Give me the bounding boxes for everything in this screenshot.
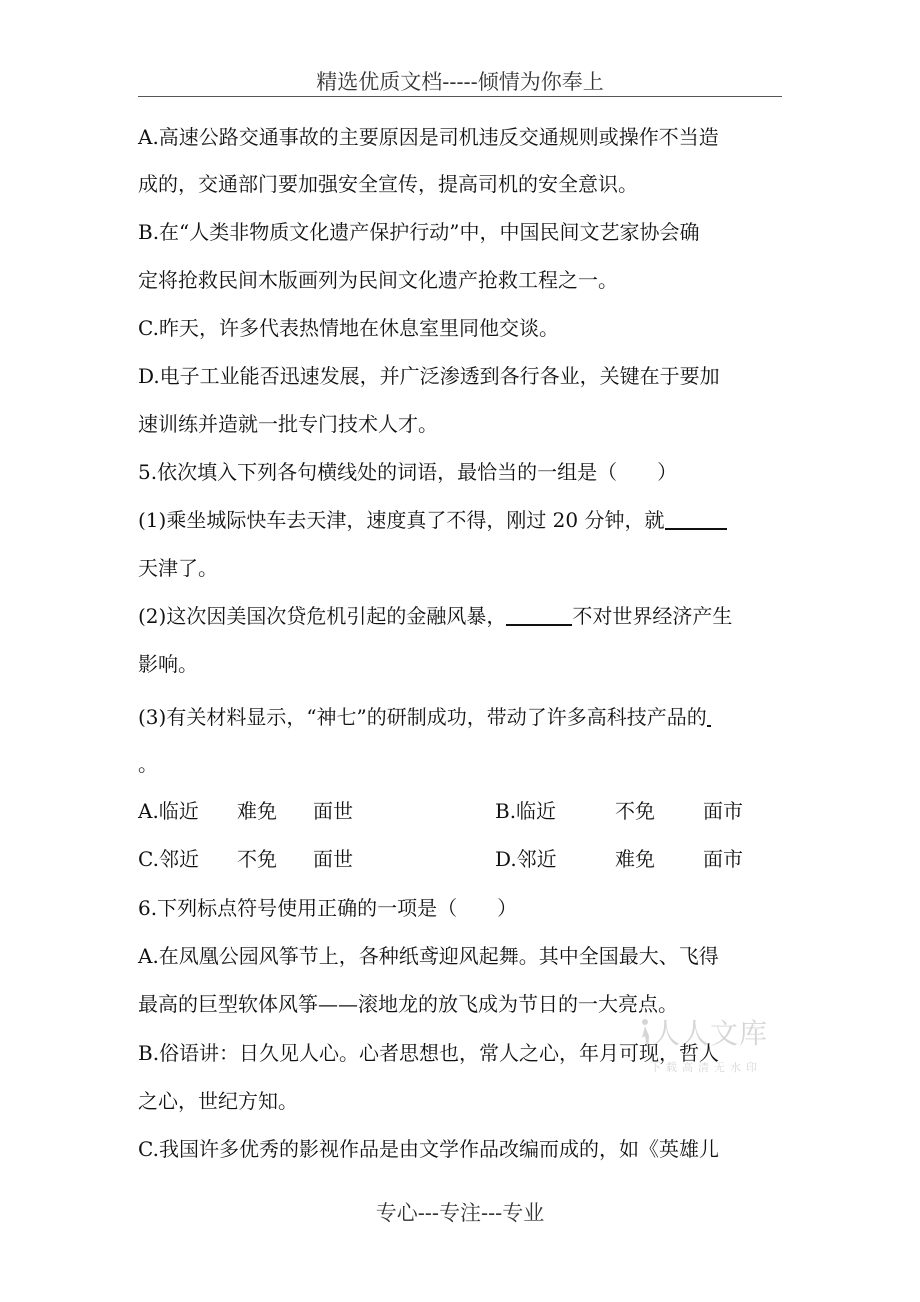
watermark-person-icon: [640, 1018, 650, 1052]
q5-sentence-2: [138, 604, 732, 628]
q4-option-a-line1: A.高速公路交通事故的主要原因是司机违反交通规则或操作不当造: [138, 125, 719, 149]
q5-blank-3: [707, 705, 711, 727]
q6-option-a-line1: A.在凤凰公园风筝节上，各种纸鸢迎风起舞。其中全国最大、飞得: [138, 944, 719, 968]
q5-option-b-label: B.临近: [495, 799, 557, 823]
q6-option-c-line1: C.我国许多优秀的影视作品是由文学作品改编而成的，如《英雄儿: [138, 1137, 719, 1161]
q5-sentence-1-text: (1)乘坐城际快车去天津，速度真了不得，刚过 20 分钟，就: [138, 508, 665, 532]
q6-option-b-line2: 之心，世纪方知。: [138, 1089, 298, 1113]
q4-option-a-line2: 成的，交通部门要加强安全宣传，提高司机的安全意识。: [138, 172, 638, 196]
q6-option-b-line1: B.俗语讲：日久见人心。心者思想也，常人之心，年月可现，哲人: [138, 1041, 720, 1065]
q5-sentence-2-suffix: 不对世界经济产生: [572, 604, 733, 628]
q5-option-d-label: D.邻近: [495, 847, 557, 871]
q5-sentence-2-cont: 影响。: [138, 652, 198, 676]
q4-option-d-line1: D.电子工业能否迅速发展，并广泛渗透到各行各业，关键在于要加: [138, 364, 720, 388]
q4-option-c: C.昨天，许多代表热情地在休息室里同他交谈。: [138, 316, 559, 340]
q4-option-b-line2: 定将抢救民间木版画列为民间文化遗产抢救工程之一。: [138, 268, 618, 292]
q5-blank-1: [665, 508, 727, 530]
watermark-subtitle: 下载高清无水印: [650, 1061, 762, 1074]
q5-option-b-word2: 不免: [615, 799, 655, 823]
page-header: 精选优质文档-----倾情为你奉上: [316, 70, 604, 94]
header-divider: [138, 96, 782, 97]
q6-option-a-line2: 最高的巨型软体风筝——滚地龙的放飞成为节日的一大亮点。: [138, 992, 678, 1016]
q5-blank-2: [506, 604, 572, 626]
q5-option-a-word2: 难免: [237, 799, 277, 823]
q5-option-d-word3: 面市: [703, 847, 743, 871]
q5-option-a-label: A.临近: [138, 799, 199, 823]
page-footer: 专心---专注---专业: [375, 1201, 545, 1225]
q5-option-a-word3: 面世: [313, 799, 353, 823]
q5-option-c-word3: 面世: [313, 847, 353, 871]
q5-option-c-word2: 不免: [237, 847, 277, 871]
q5-sentence-3: [138, 705, 711, 729]
q4-option-d-line2: 速训练并造就一批专门技术人才。: [138, 412, 438, 436]
q5-sentence-2-prefix: (2)这次因美国次贷危机引起的金融风暴，: [138, 604, 507, 628]
q5-sentence-1-cont: 天津了。: [138, 556, 218, 580]
q5-option-d-word2: 难免: [615, 847, 655, 871]
q5-stem: 5.依次填入下列各句横线处的词语，最恰当的一组是（ ）: [138, 460, 678, 484]
q5-option-b-word3: 面市: [703, 799, 743, 823]
q5-sentence-1: [138, 508, 727, 532]
q4-option-b-line1: B.在“人类非物质文化遗产保护行动”中，中国民间文艺家协会确: [138, 220, 700, 244]
watermark-logo: [640, 1012, 780, 1082]
q5-sentence-3-cont: 。: [138, 752, 158, 776]
q6-stem: 6.下列标点符号使用正确的一项是（ ）: [138, 896, 518, 920]
q5-option-c-label: C.邻近: [138, 847, 199, 871]
watermark-title: 人人文库: [652, 1017, 769, 1050]
q5-sentence-3-text: (3)有关材料显示，“神七”的研制成功，带动了许多高科技产品的: [138, 705, 707, 729]
